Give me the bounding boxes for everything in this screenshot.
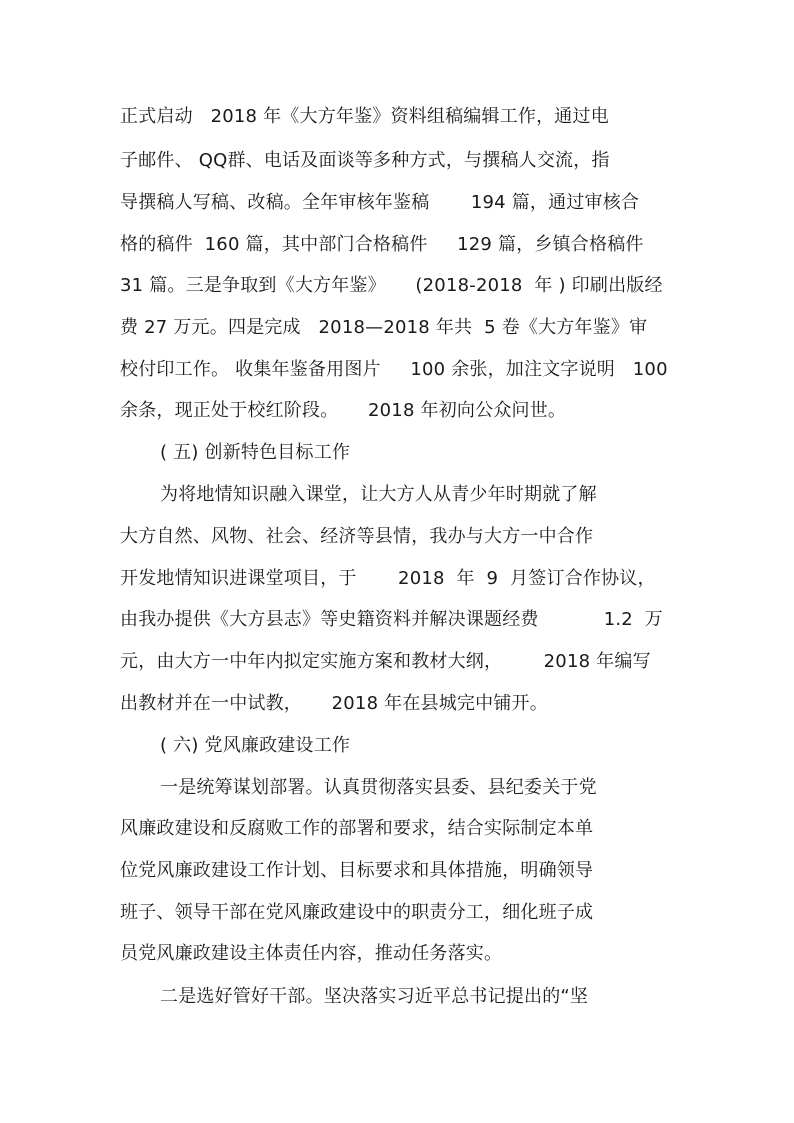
paragraph-line: 一是统筹谋划部署。认真贯彻落实县委、县纪委关于党 xyxy=(160,777,597,798)
paragraph-line: 正式启动 2018 年《大方年鉴》资料组稿编辑工作，通过电 xyxy=(120,106,609,127)
paragraph-line: 风廉政建设和反腐败工作的部署和要求，结合实际制定本单 xyxy=(120,818,594,839)
paragraph-line: 格的稿件 160 篇，其中部门合格稿件 129 篇，乡镇合格稿件 xyxy=(120,234,644,255)
section-heading: ( 五) 创新特色目标工作 xyxy=(160,442,351,463)
paragraph-line: 出教材并在一中试教， 2018 年在县城完中铺开。 xyxy=(120,693,548,714)
paragraph-line: 导撰稿人写稿、改稿。全年审核年鉴稿 194 篇，通过审核合 xyxy=(120,192,640,213)
paragraph-line: 班子、领导干部在党风廉政建设中的职责分工，细化班子成 xyxy=(120,902,594,923)
section-heading: ( 六) 党风廉政建设工作 xyxy=(160,735,351,756)
paragraph-line: 开发地情知识进课堂项目，于 2018 年 9 月签订合作协议， xyxy=(120,568,656,589)
paragraph-line: 费 27 万元。四是完成 2018—2018 年共 5 卷《大方年鉴》审 xyxy=(120,317,648,338)
paragraph-line: 二是选好管好干部。坚决落实习近平总书记提出的“坚 xyxy=(160,986,589,1007)
paragraph-line: 员党风廉政建设主体责任内容，推动任务落实。 xyxy=(120,943,503,964)
paragraph-line: 余条，现正处于校红阶段。 2018 年初向公众问世。 xyxy=(120,400,567,421)
paragraph-line: 子邮件、 QQ群、电话及面谈等多种方式，与撰稿人交流，指 xyxy=(120,150,610,171)
paragraph-line: 由我办提供《大方县志》等史籍资料并解决课题经费 1.2 万 xyxy=(120,609,664,630)
paragraph-line: 位党风廉政建设工作计划、目标要求和具体措施，明确领导 xyxy=(120,860,594,881)
paragraph-line: 31 篇。三是争取到《大方年鉴》 (2018-2018 年 ) 印刷出版经 xyxy=(120,275,663,296)
paragraph-line: 大方自然、风物、社会、经济等县情，我办与大方一中合作 xyxy=(120,526,594,547)
paragraph-line: 为将地情知识融入课堂，让大方人从青少年时期就了解 xyxy=(160,484,597,505)
paragraph-line: 校付印工作。 收集年鉴备用图片 100 余张，加注文字说明 100 xyxy=(120,359,668,380)
paragraph-line: 元，由大方一中年内拟定实施方案和教材大纲， 2018 年编写 xyxy=(120,651,651,672)
